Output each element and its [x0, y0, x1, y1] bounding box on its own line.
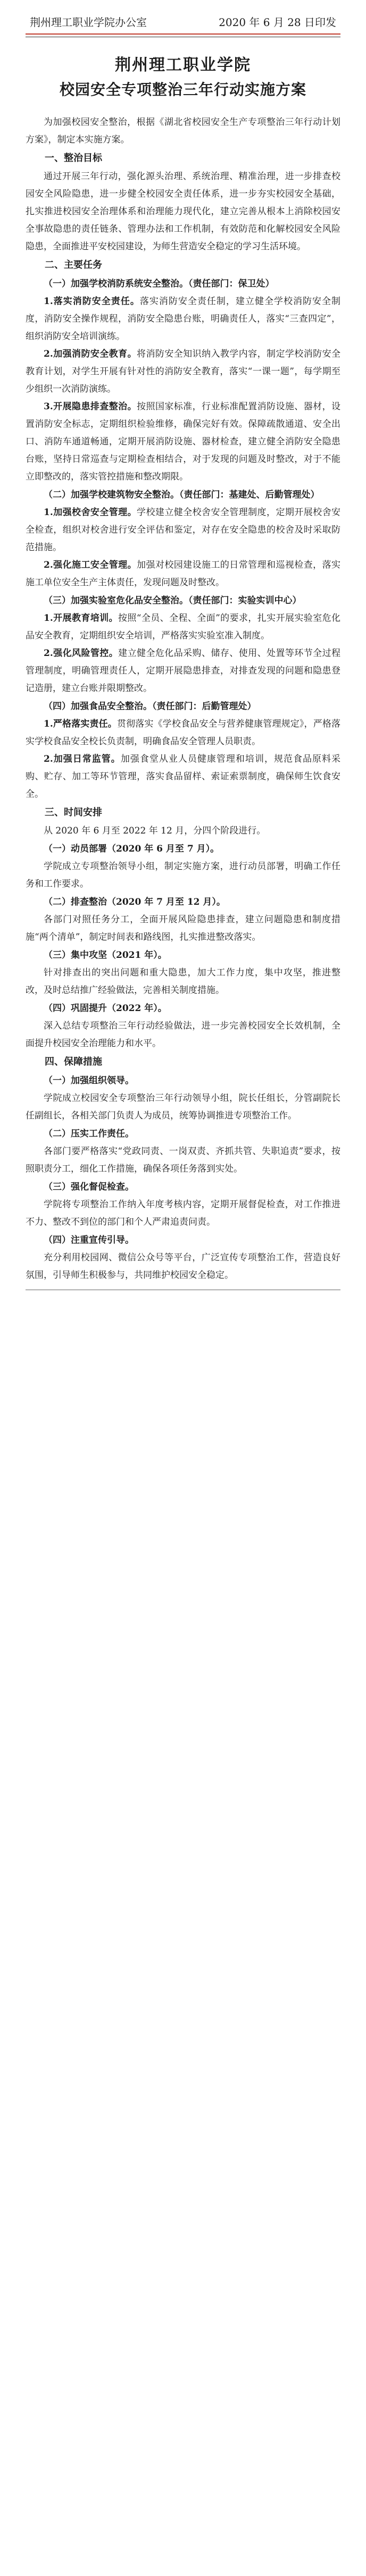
phase-heading-4: （四）巩固提升（2022 年）。: [44, 1003, 167, 1014]
task-group-heading-1: （一）加强学校消防系统安全整治。（责任部门：保卫处）: [44, 279, 274, 289]
paragraph: 针对排查出的突出问题和重大隐患，加大工作力度，集中攻坚，推进整改，及时总结推广经验做法，完善相关制度措施。: [26, 967, 340, 996]
phase-heading-3: （三）集中攻坚（2021 年）。: [44, 950, 167, 961]
paragraph: 各部门要严格落实“党政同责、一岗双责、齐抓共管、失职追责”要求，按照职责分工，细化工作措施，确保各项任务落到实处。: [26, 1146, 340, 1174]
document-header: [26, 0, 340, 33]
paragraph: 各部门对照任务分工，全面开展风险隐患排查，建立问题隐患和制度措施“两个清单”，制定时间表和路线图，扎实推进整改落实。: [26, 914, 340, 942]
paragraph: 充分利用校园网、微信公众号等平台，广泛宣传专项整治工作，营造良好氛围，引导师生积极参与，共同维护校园安全稳定。: [26, 1252, 340, 1281]
item-lead: 1.加强校舍安全管理。: [44, 507, 137, 518]
intro-paragraph: 为加强校园安全整治，根据《湖北省校园安全生产专项整治三年行动计划方案》，制定本实施方案。: [26, 117, 340, 145]
measure-heading-2: （二）压实工作责任。: [44, 1129, 134, 1139]
item-text: 将消防安全知识纳入教学内容，制定学校消防安全教育计划，对学生开展有针对性的消防安全教育，落实“一课一题”，每学期至少组织一次消防演练。: [26, 349, 341, 394]
document-body: [26, 114, 340, 1290]
header-rule: [26, 33, 340, 35]
measure-heading-3: （三）强化督促检查。: [44, 1182, 134, 1192]
item-lead: 1.严格落实责任。: [44, 719, 117, 729]
paragraph: 深入总结专项整治三年行动经验做法，进一步完善校园安全长效机制，全面提升校园安全治理能力和水平。: [26, 1021, 340, 1049]
paragraph: [26, 346, 340, 398]
item-text: 加强食堂从业人员健康管理和培训，规范食品原料采购、贮存、加工等环节管理，落实食品留样、索证索票制度，确保师生饮食安全。: [26, 754, 341, 799]
phase-heading-2: （二）排查整治（2020 年 7 月至 12 月）。: [44, 897, 226, 907]
item-lead: 2.加强日常监管。: [44, 754, 121, 764]
item-lead: 2.加强消防安全教育。: [44, 349, 137, 359]
item-text: 落实消防安全责任制，建立健全学校消防安全制度，消防安全操作规程，消防安全隐患台账，明确责任人，落实“三查四定”，组织消防安全培训演练。: [26, 296, 341, 342]
item-text: 学校建立健全校舍安全管理制度，定期开展校舍安全检查，组织对校舍进行安全评估和鉴定，对存在安全隐患的校舍及时采取防范措施。: [26, 507, 341, 553]
paragraph: 学院将专项整治工作纳入年度考核内容，定期开展督促检查，对工作推进不力、整改不到位的部门和个人严肃追责问责。: [26, 1199, 340, 1227]
item-text: 贯彻落实《学校食品安全与营养健康管理规定》，严格落实学校食品安全校长负责制，明确食品安全管理人员职责。: [26, 719, 340, 747]
paragraph: [26, 293, 340, 346]
section-heading-3: 三、时间安排: [45, 807, 102, 818]
item-text: 加强对校园建设施工的日常管理和巡视检查，落实施工单位安全生产主体责任，发现问题及时整改。: [26, 560, 341, 588]
section-heading-2: 二、主要任务: [45, 259, 102, 271]
paragraph: 学院成立专项整治领导小组，制定实施方案，进行动员部署，明确工作任务和工作要求。: [26, 861, 340, 889]
item-lead: 1.开展教育培训。: [44, 613, 118, 624]
document-title: [26, 53, 340, 102]
item-text: 按照“全员、全程、全面”的要求，扎实开展实验室危化品安全教育，定期组织安全培训，严格落实实验室准入制度。: [26, 613, 340, 641]
item-lead: 3.开展隐患排查整治。: [44, 401, 137, 412]
measure-heading-4: （四）注重宣传引导。: [44, 1235, 134, 1245]
item-text: 按照国家标准，行业标准配置消防设施、器材，设置消防安全标志，定期组织检验维修，确保完好有效。保障疏散通道、安全出口、消防车通道畅通，定期开展消防设施、器材检查，建立健全消防安全隐患台账，坚持日常巡查与定期检查相结合，对于发现的问题及时整改，对于不能立即整改的，落实管控措施和整改期限。: [26, 401, 341, 482]
paragraph: [26, 398, 340, 486]
phase-heading-1: （一）动员部署（2020 年 6 月至 7 月）。: [44, 844, 220, 854]
paragraph: 学院成立校园安全专项整治三年行动领导小组，院长任组长，分管副院长任副组长，各相关部门负责人为成员，统筹协调推进专项整治工作。: [26, 1093, 340, 1121]
paragraph: [26, 715, 340, 751]
item-text: 建立健全危化品采购、储存、使用、处置等环节全过程管理制度，明确管理责任人，定期开展隐患排查，对排查发现的问题和隐患登记造册，建立台账并限期整改。: [26, 648, 341, 694]
measure-heading-1: （一）加强组织领导。: [44, 1075, 134, 1086]
paragraph: [26, 557, 340, 592]
task-group-heading-2: （二）加强学校建筑物安全整治。（责任部门：基建处、后勤管理处）: [44, 490, 320, 500]
paragraph: 从 2020 年 6 月至 2022 年 12 月，分四个阶段进行。: [44, 826, 266, 836]
issuing-office: 荆州理工职业学院办公室: [30, 16, 147, 29]
paragraph: [26, 751, 340, 803]
task-group-heading-4: （四）加强食品安全整治。（责任部门：后勤管理处）: [44, 701, 256, 712]
item-lead: 2.强化施工安全管理。: [44, 560, 137, 570]
item-lead: 1.落实消防安全责任。: [44, 296, 140, 307]
paragraph: [26, 504, 340, 557]
section-heading-4: 四、保障措施: [45, 1056, 102, 1067]
paragraph: [26, 610, 340, 645]
paragraph: [26, 645, 340, 697]
issue-date: 2020 年 6 月 28 日印发: [219, 16, 336, 29]
task-group-heading-3: （三）加强实验室危化品安全整治。（责任部门：实验实训中心）: [44, 595, 302, 606]
paragraph: 通过开展三年行动，强化源头治理、系统治理、精准治理，进一步排查校园安全风险隐患，进一步健全校园安全责任体系，进一步夯实校园安全基础，扎实推进校园安全治理体系和治理能力现代化，建立完善从根本上消除校园安全事故隐患的责任链条、管理办法和工作机制，有效防范和化解校园安全风险隐患，全面推进平安校园建设，为师生营造安全稳定的学习生活环境。: [26, 171, 340, 252]
title-line-1: 荆州理工职业学院: [115, 56, 251, 74]
item-lead: 2.强化风险管控。: [44, 648, 119, 659]
title-line-2: 校园安全专项整治三年行动实施方案: [59, 81, 306, 98]
section-heading-1: 一、整治目标: [45, 153, 102, 164]
